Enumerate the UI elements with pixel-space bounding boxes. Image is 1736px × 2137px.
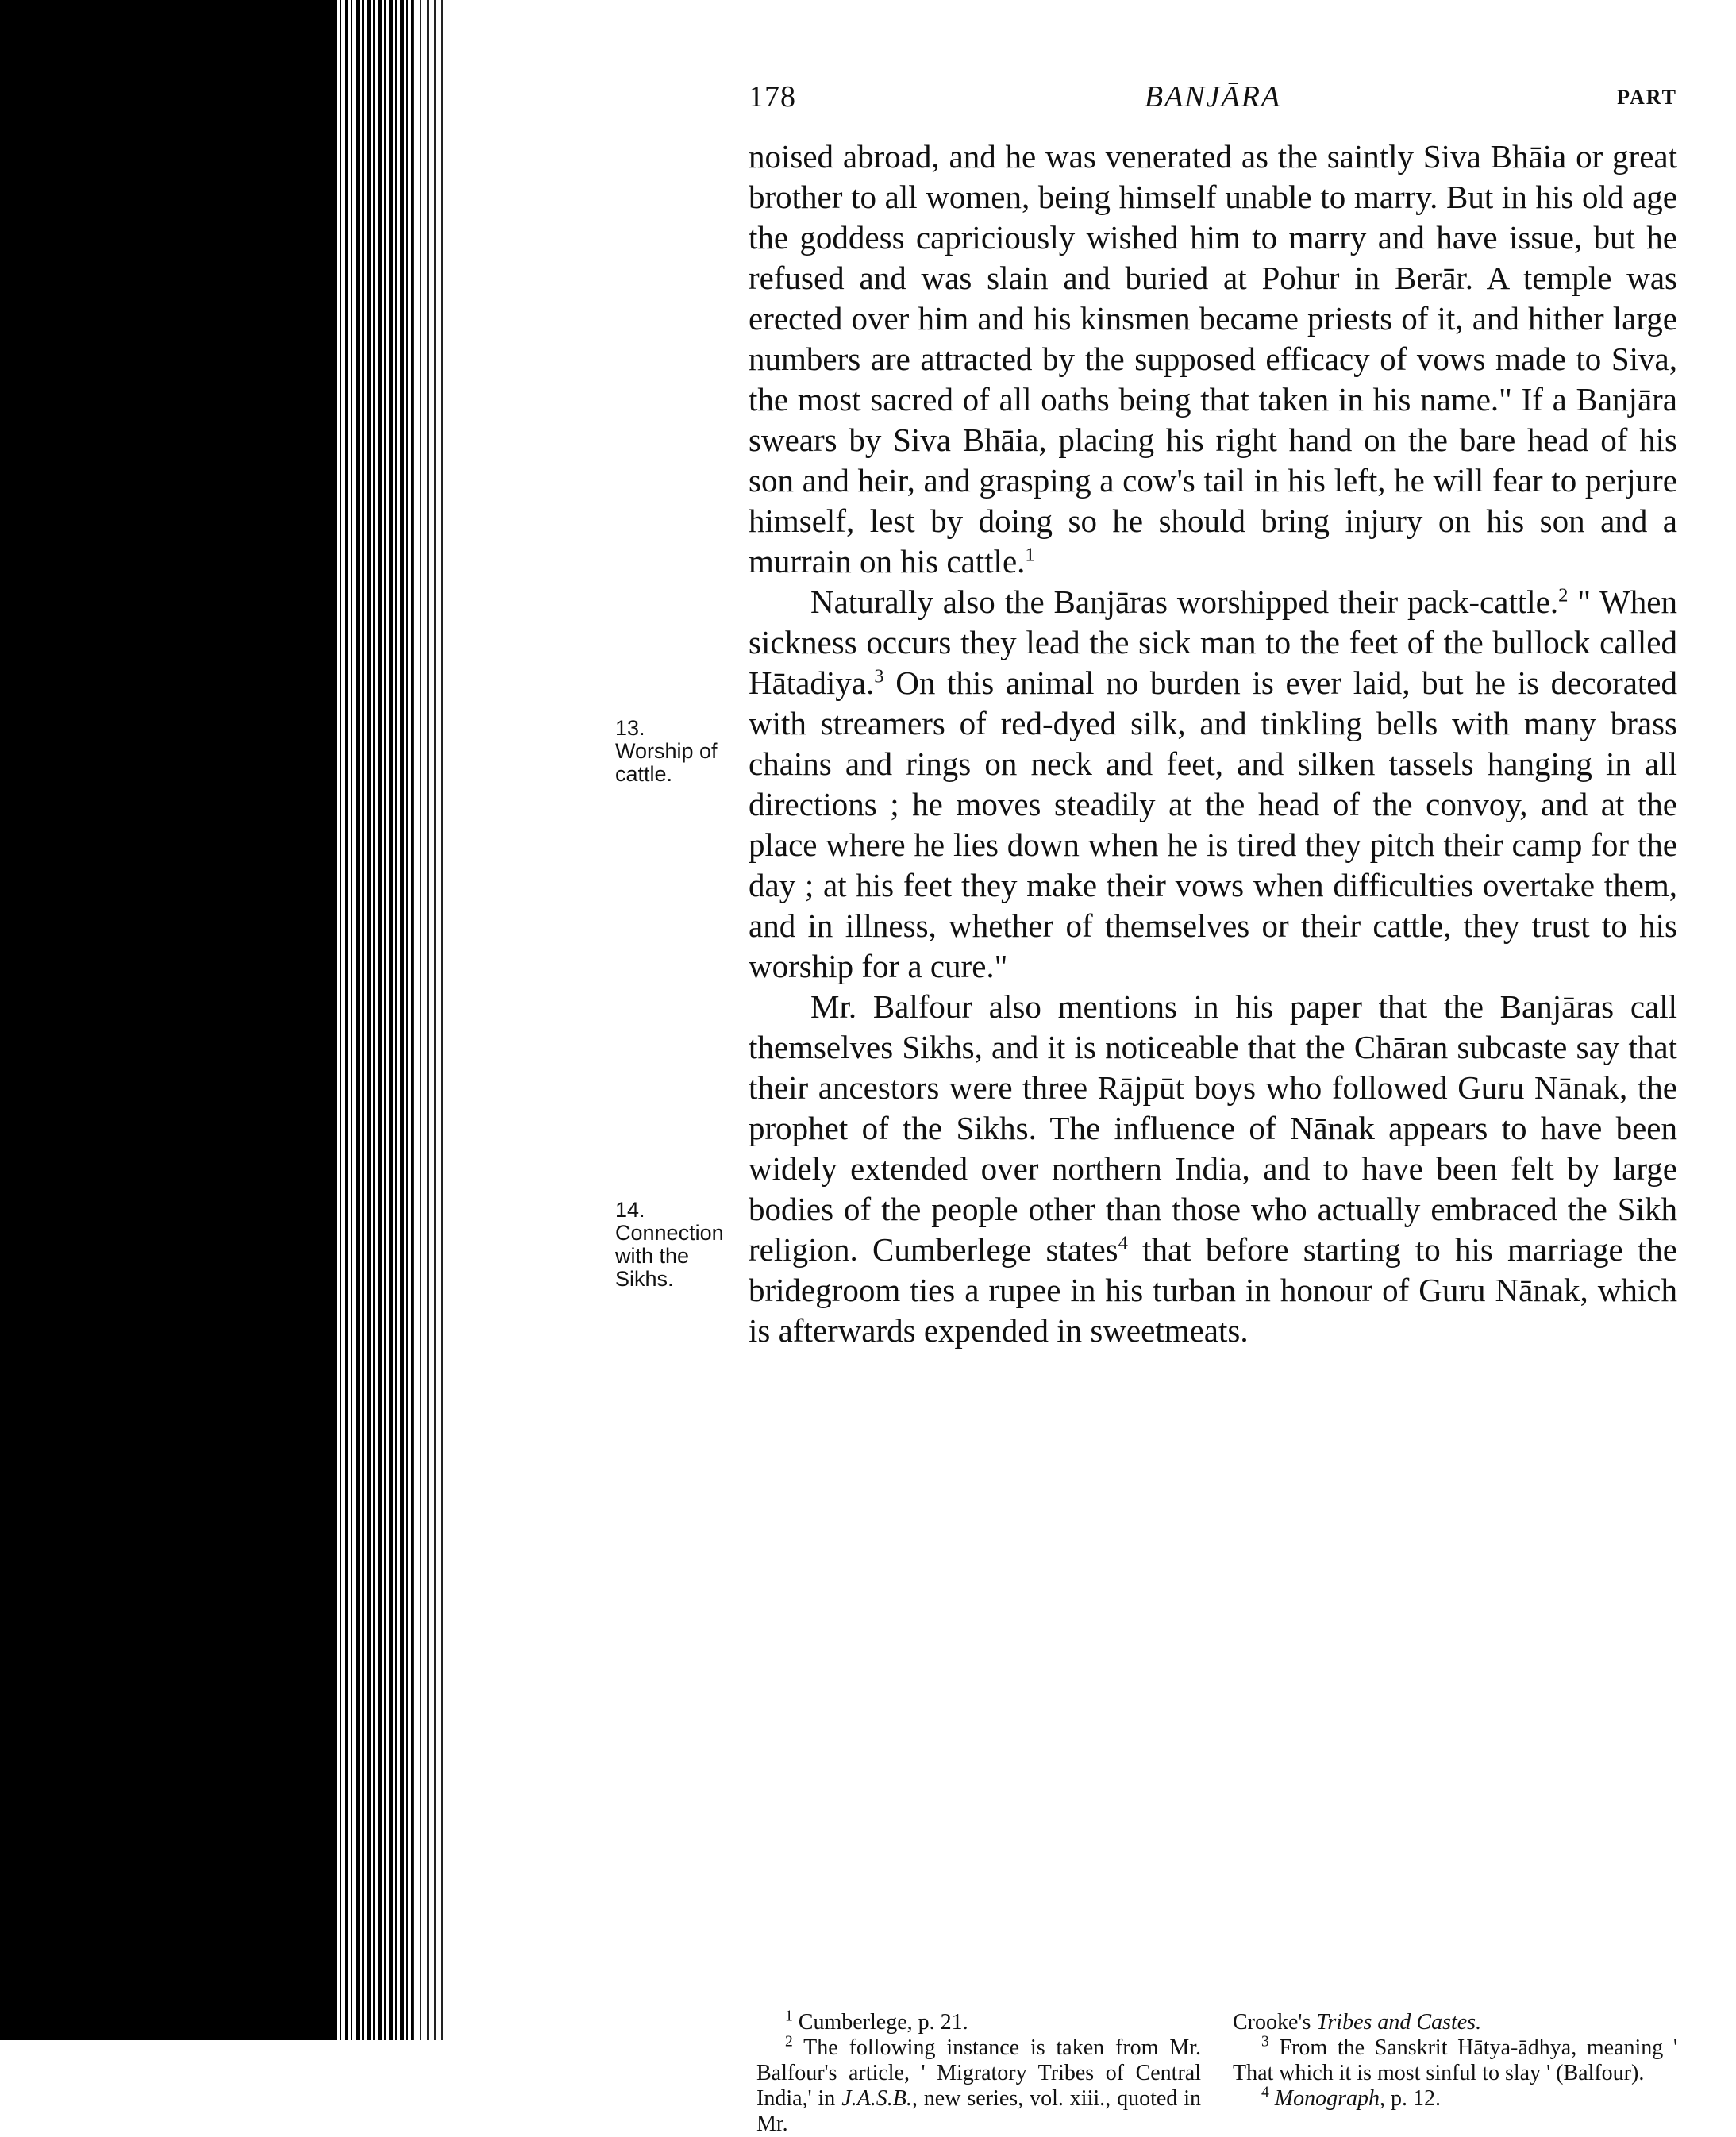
running-header bbox=[749, 79, 1677, 127]
paragraph-1: noised abroad, and he was venerated as the saintly Siva Bhāia or great brother to all women, being himself unable to marry. But in his old age the goddess capriciously wished him to marry and have issue, but he refused and was slain and buried at Pohur in Berār. A temple was erected over him and his kinsmen became priests of it, and hither large numbers are attracted by the supposed efficacy of vows made to Siva, the most sacred of all oaths being that taken in his name." If a Banjāra swears by Siva Bhāia, placing his right hand on the bare head of his son and heir, and grasping a cow's tail in his left, he will fear to perjure himself, lest by doing so he should bring injury on his son and a murrain on his cattle.$^1$ bbox=[749, 138, 1677, 579]
footnote-2: $^2$ The following instance is taken from Mr. Balfour's article, ' Migratory Tribes of Central India,' in J.A.S.B., new series, vol. xiii., quoted in Mr. bbox=[756, 2033, 1201, 2136]
footnote-1: $^1$ Cumberlege, p. 21. bbox=[785, 2008, 968, 2035]
page-number: 178 bbox=[749, 80, 796, 114]
paragraph-2: Naturally also the Banjāras worshipped their pack-cattle.$^2$ " When sickness occurs they lead the sick man to the feet of the bullock called Hātadiya.$^3$ On this animal no burden is ever laid, but he is decorated with streamers of red-dyed silk, and tinkling bells with many brass chains and rings on neck and feet, and silken tassels hanging in all directions ; he moves steadily at the head of the convoy, and at the place where he lies down when he is tired they pitch their camp for the day ; at his feet they make their vows when difficulties overtake them, and in illness, whether of themselves or their cattle, they trust to his worship for a cure." bbox=[749, 583, 1677, 984]
page-edge-fade bbox=[413, 0, 445, 2040]
footnote-ref-4: 4 bbox=[1118, 1232, 1128, 1254]
binding-shadow bbox=[0, 0, 341, 2040]
running-title: BANJĀRA bbox=[1144, 80, 1282, 114]
footnote-ref-2: 2 bbox=[1558, 584, 1569, 606]
footnote-2-continued: Crooke's Tribes and Castes. bbox=[1233, 2010, 1482, 2035]
part-label: PART bbox=[1617, 86, 1677, 109]
footnote-ref-3: 3 bbox=[874, 665, 884, 687]
footnote-4: $^4$ Monograph, p. 12. bbox=[1261, 2084, 1442, 2111]
footnote-3: $^3$ From the Sanskrit Hātya-ādhya, meaning ' That which it is most sinful to slay ' (Balfour). bbox=[1233, 2033, 1677, 2085]
main-text bbox=[749, 137, 1677, 1351]
footnote-ref-1: 1 bbox=[1025, 544, 1035, 566]
footnotes-right bbox=[1233, 2010, 1677, 2112]
scan-binding-edge bbox=[0, 0, 445, 2040]
side-note-14: 14. Connection with the Sikhs. bbox=[615, 1198, 724, 1291]
footnotes-left bbox=[756, 2010, 1201, 2137]
side-note-13: 13. Worship of cattle. bbox=[615, 716, 718, 786]
paragraph-3: Mr. Balfour also mentions in his paper that the Banjāras call themselves Sikhs, and it is noticeable that the Chāran subcaste say that their ancestors were three Rājpūt boys who followed Guru Nānak, the prophet of the Sikhs. The influence of Nānak appears to have been widely extended over northern India, and to have been felt by large bodies of the people other than those who actually embraced the Sikh religion. Cumberlege states$^4$ that before starting to his marriage the bridegroom ties a rupee in his turban in honour of Guru Nānak, which is afterwards expended in sweetmeats. bbox=[749, 988, 1677, 1349]
